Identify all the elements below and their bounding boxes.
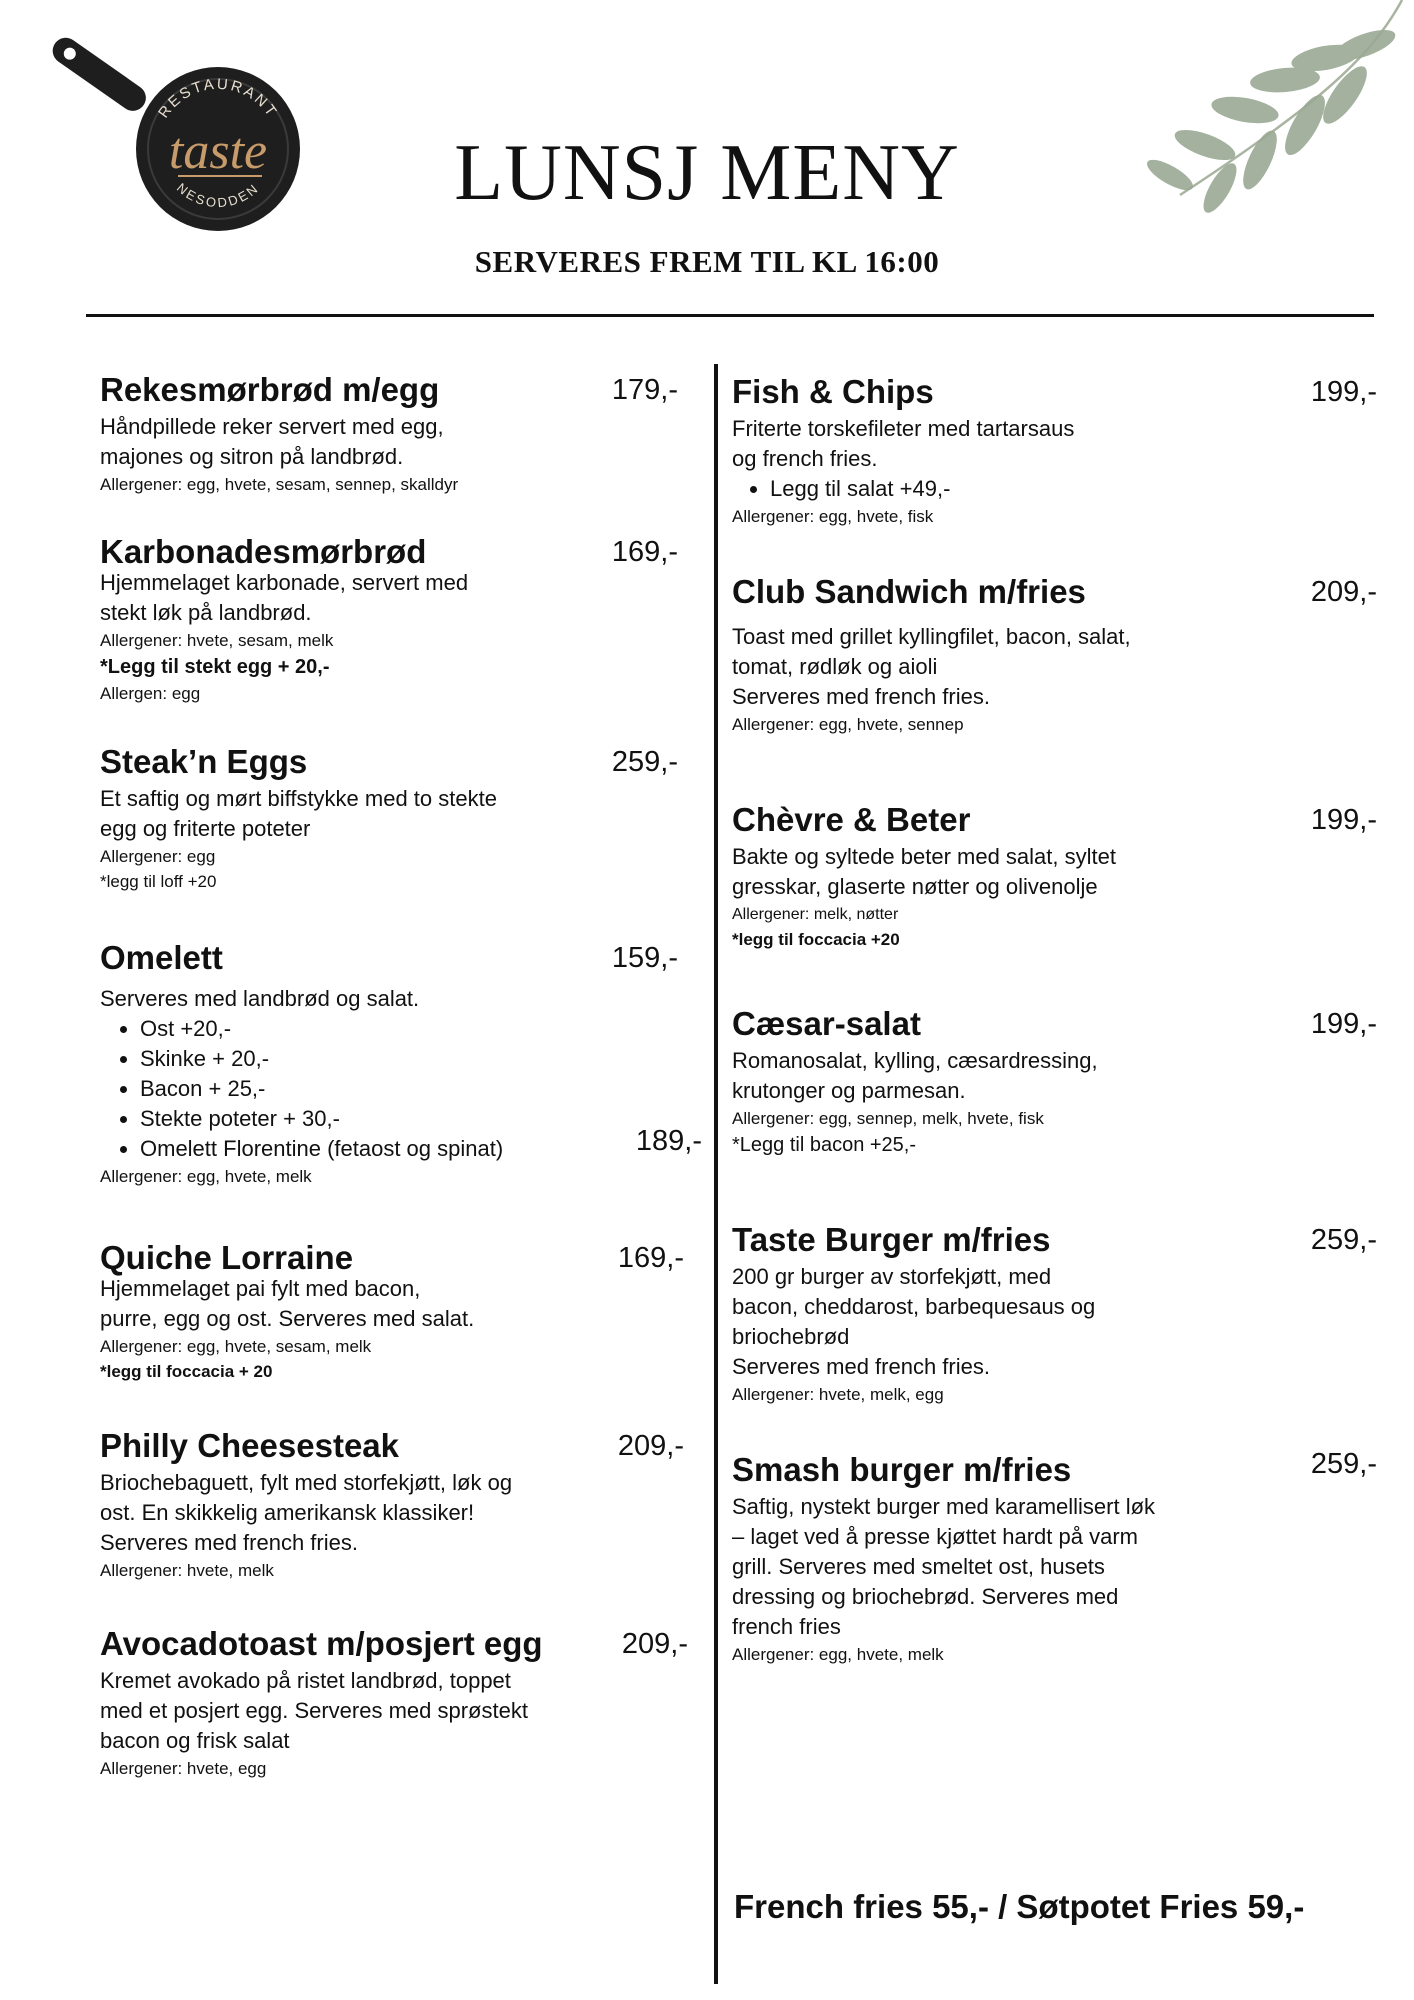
item-price: 259,- xyxy=(611,746,678,778)
item-description: Briochebaguett, fylt med storfekjøtt, løk og ost. En skikkelig amerikansk klassiker! Serveres med french fries. xyxy=(100,1470,513,1555)
item-description: 200 gr burger av storfekjøtt, med bacon, cheddarost, barbequesaus og briochebrød Serveres med french fries. xyxy=(732,1264,1096,1379)
item-price: 199,- xyxy=(1310,804,1377,836)
item-price: 209,- xyxy=(617,1430,684,1462)
item-description: Friterte torskefileter med tartarsaus og french fries. xyxy=(732,416,1075,471)
item-description: Hjemmelaget pai fylt med bacon, purre, egg og ost. Serveres med salat. xyxy=(100,1276,475,1331)
item-description: Håndpillede reker servert med egg, majones og sitron på landbrød. xyxy=(100,414,444,469)
menu-item-club-sandwich xyxy=(732,572,1377,737)
item-allergens: Allergener: egg xyxy=(100,847,216,866)
menu-item-steak-n-eggs xyxy=(100,742,690,894)
logo-top-text: RESTAURANT xyxy=(155,75,281,122)
menu-item-fish-and-chips xyxy=(732,372,1377,529)
item-allergens: Allergener: egg, sennep, melk, hvete, fisk xyxy=(732,1109,1044,1128)
item-name: Chèvre & Beter xyxy=(732,801,971,838)
item-allergens: Allergener: hvete, melk xyxy=(100,1561,274,1580)
item-description: Kremet avokado på ristet landbrød, toppet med et posjert egg. Serveres med sprøstekt bacon og frisk salat xyxy=(100,1668,528,1753)
menu-item-quiche-lorraine xyxy=(100,1238,690,1384)
list-item: • Ost +20,- xyxy=(140,1014,690,1044)
item-allergens: Allergener: egg, hvete, fisk xyxy=(732,507,934,526)
item-name: Club Sandwich m/fries xyxy=(732,573,1086,610)
list-item-florentine xyxy=(140,1125,702,1164)
item-addon-note: *legg til foccacia + 20 xyxy=(100,1362,273,1381)
item-allergens: Allergener: egg, hvete, sennep xyxy=(732,715,964,734)
item-addon-allergen: Allergen: egg xyxy=(100,684,201,703)
list-item: • Skinke + 20,- xyxy=(140,1044,690,1074)
list-item: • Legg til salat +49,- xyxy=(770,474,1377,504)
item-allergens: Allergener: hvete, sesam, melk xyxy=(100,631,334,650)
item-name: Avocadotoast m/posjert egg xyxy=(100,1625,543,1662)
menu-item-avocadotoast xyxy=(100,1624,700,1781)
item-description: Et saftig og mørt biffstykke med to stekte egg og friterte poteter xyxy=(100,786,497,841)
item-addon-note: *legg til foccacia +20 xyxy=(732,930,900,949)
menu-item-smash-burger xyxy=(732,1450,1377,1667)
list-item: • Stekte poteter + 30,- xyxy=(140,1104,690,1134)
item-description: Romanosalat, kylling, cæsardressing, krutonger og parmesan. xyxy=(732,1048,1098,1103)
item-price: 169,- xyxy=(611,536,678,568)
menu-item-taste-burger xyxy=(732,1220,1377,1407)
option-price: 189,- xyxy=(635,1125,702,1157)
item-price: 169,- xyxy=(617,1242,684,1274)
item-description: Serveres med landbrød og salat. xyxy=(100,986,420,1011)
item-addon-note: *Legg til stekt egg + 20,- xyxy=(100,656,330,678)
item-name: Quiche Lorraine xyxy=(100,1239,354,1276)
item-description: Toast med grillet kyllingfilet, bacon, salat, tomat, rødløk og aioli Serveres med french fries. xyxy=(732,624,1131,709)
item-description: Hjemmelaget karbonade, servert med stekt løk på landbrød. xyxy=(100,570,469,625)
item-price: 199,- xyxy=(1310,376,1377,408)
column-divider xyxy=(714,364,718,1984)
item-price: 179,- xyxy=(611,374,678,406)
item-addon-note: *Legg til bacon +25,- xyxy=(732,1134,917,1156)
item-price: 199,- xyxy=(1310,1008,1377,1040)
menu-item-rekesmorbrod xyxy=(100,370,690,497)
menu-subtitle: SERVERES FREM TIL KL 16:00 xyxy=(474,244,940,279)
item-allergens: Allergener: egg, hvete, melk xyxy=(732,1645,944,1664)
item-allergens: Allergener: egg, hvete, melk xyxy=(100,1167,312,1186)
logo-bottom-text: NESODDEN xyxy=(173,180,263,211)
item-name: Fish & Chips xyxy=(732,373,934,410)
option-label: Omelett Florentine (fetaost og spinat) xyxy=(140,1136,504,1161)
option-list xyxy=(732,474,1377,504)
item-price: 209,- xyxy=(1310,576,1377,608)
item-allergens: Allergener: melk, nøtter xyxy=(732,906,899,923)
menu-item-chevre-beter xyxy=(732,800,1377,952)
item-name: Omelett xyxy=(100,939,223,976)
item-name: Cæsar-salat xyxy=(732,1005,921,1042)
fries-footer: French fries 55,- / Søtpotet Fries 59,- xyxy=(734,1888,1305,1925)
menu-title: LUNSJ MENY xyxy=(454,129,960,217)
menu-item-caesar-salat xyxy=(732,1004,1377,1159)
item-name: Karbonadesmørbrød xyxy=(100,533,427,570)
item-name: Steak’n Eggs xyxy=(100,743,308,780)
item-allergens: Allergener: egg, hvete, sesam, sennep, skalldyr xyxy=(100,475,459,494)
item-allergens: Allergener: hvete, melk, egg xyxy=(732,1385,944,1404)
item-name: Rekesmørbrød m/egg xyxy=(100,371,440,408)
logo-script-text: taste xyxy=(168,123,268,180)
menu-item-karbonadesmorbrod xyxy=(100,532,690,706)
item-price: 259,- xyxy=(1310,1224,1377,1256)
item-price: 159,- xyxy=(611,942,678,974)
item-name: Smash burger m/fries xyxy=(732,1451,1072,1488)
item-allergens: Allergener: egg, hvete, sesam, melk xyxy=(100,1337,372,1356)
list-item: • Bacon + 25,- xyxy=(140,1074,690,1104)
item-name: Taste Burger m/fries xyxy=(732,1221,1051,1258)
menu-item-philly-cheesesteak xyxy=(100,1426,690,1583)
menu-item-omelett xyxy=(100,938,702,1189)
item-price: 259,- xyxy=(1310,1448,1377,1480)
item-addon-note: *legg til loff +20 xyxy=(100,872,217,891)
item-description: Bakte og syltede beter med salat, syltet gresskar, glaserte nøtter og olivenolje xyxy=(732,844,1116,899)
item-name: Philly Cheesesteak xyxy=(100,1427,399,1464)
item-description: Saftig, nystekt burger med karamellisert løk – laget ved å presse kjøttet hardt på varm grill. Serveres med smeltet ost, husets dressing og briochebrød. Serveres med french fries xyxy=(732,1494,1156,1639)
header-divider xyxy=(86,314,1374,317)
item-price: 209,- xyxy=(621,1628,688,1660)
option-list xyxy=(100,1014,702,1164)
item-allergens: Allergener: hvete, egg xyxy=(100,1759,267,1778)
